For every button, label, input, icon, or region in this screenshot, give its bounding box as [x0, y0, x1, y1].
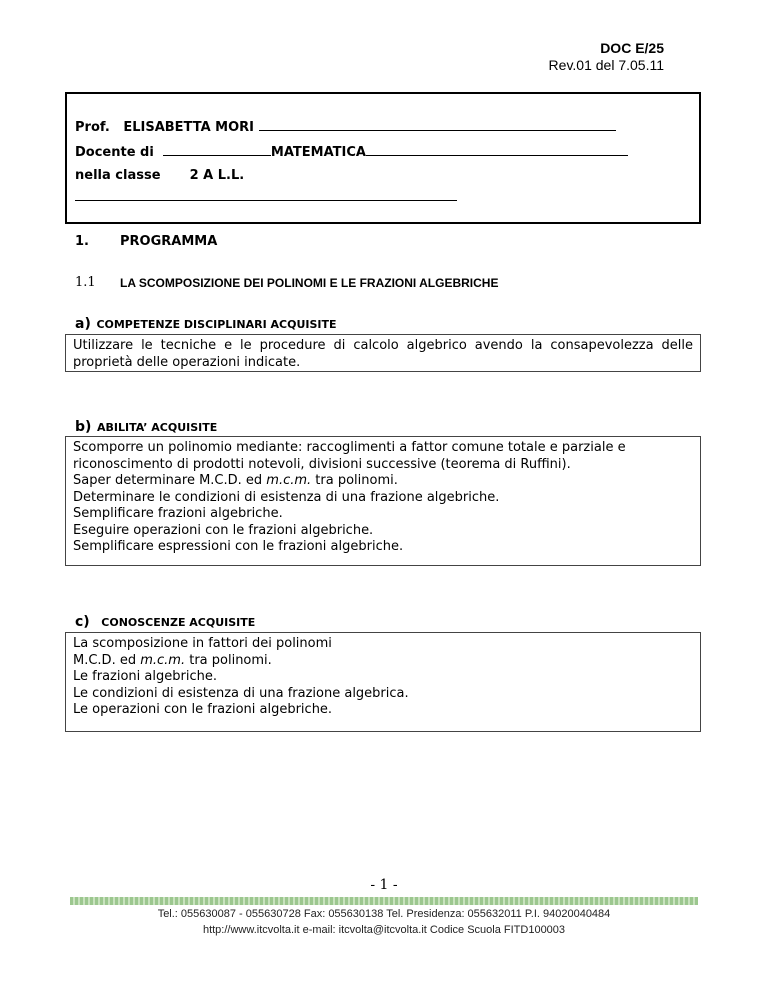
teacher-name-underline	[259, 118, 616, 131]
document-revision: Rev.01 del 7.05.11	[548, 57, 664, 73]
conoscenze-line: La scomposizione in fattori dei polinomi	[73, 636, 332, 651]
class-line	[75, 168, 244, 183]
teacher-info-box	[65, 92, 701, 224]
section-title: PROGRAMMA	[120, 234, 218, 249]
subject-underline-left	[163, 143, 271, 156]
page-number: - 1 -	[370, 877, 398, 893]
abilita-line: Semplificare espressioni con le frazioni algebriche.	[73, 539, 404, 554]
conoscenze-letter: c)	[75, 614, 90, 630]
subject-line	[75, 143, 628, 160]
docente-label: Docente di	[75, 145, 154, 160]
conoscenze-line: Le operazioni con le frazioni algebriche.	[73, 702, 333, 717]
abilita-line: riconoscimento di prodotti notevoli, divisioni successive (teorema di Ruffini).	[73, 456, 571, 472]
conoscenze-line: Le condizioni di esistenza di una frazione algebrica.	[73, 685, 409, 701]
competenze-box	[65, 334, 701, 372]
class-value: 2 A L.L.	[189, 168, 245, 183]
conoscenze-label: CONOSCENZE ACQUISITE	[101, 616, 256, 629]
document-code: DOC E/25	[600, 40, 664, 56]
abilita-label: ABILITA’ ACQUISITE	[97, 421, 218, 434]
subject-underline-right	[366, 143, 628, 156]
conoscenze-heading	[75, 611, 255, 630]
class-label: nella classe	[75, 168, 161, 183]
abilita-line: Scomporre un polinomio mediante: raccoglimenti a fattor comune totale e parziale e	[73, 440, 626, 455]
footer-web: http://www.itcvolta.it e-mail: itcvolta@itcvolta.it Codice Scuola FITD100003	[202, 924, 566, 936]
abilita-line: Eseguire operazioni con le frazioni algebriche.	[73, 522, 374, 538]
footer-divider-bar	[70, 897, 698, 905]
abilita-heading	[75, 416, 217, 435]
mcm-abbrev: m.c.m.	[140, 652, 186, 668]
conoscenze-line: Le frazioni algebriche.	[73, 669, 217, 684]
abilita-line: Semplificare frazioni algebriche.	[73, 506, 283, 521]
teacher-name: ELISABETTA MORI	[123, 120, 255, 135]
teacher-line	[75, 118, 616, 135]
document-reference	[549, 40, 664, 74]
prof-label: Prof.	[75, 120, 110, 135]
conoscenze-line: M.C.D. ed m.c.m. tra polinomi.	[73, 652, 272, 668]
competenze-letter: a)	[75, 316, 91, 332]
subsection-number: 1.1	[75, 275, 96, 290]
abilita-line: Saper determinare M.C.D. ed m.c.m. tra polinomi.	[73, 473, 398, 488]
subject-name: MATEMATICA	[270, 145, 366, 160]
abilita-letter: b)	[75, 419, 92, 435]
competenze-label: COMPETENZE DISCIPLINARI ACQUISITE	[96, 318, 337, 331]
competenze-heading	[75, 313, 337, 332]
class-underline	[75, 200, 457, 201]
abilita-box	[65, 436, 701, 566]
mcm-abbrev: m.c.m.	[266, 473, 312, 488]
section-number: 1.	[75, 234, 89, 249]
abilita-line: Determinare le condizioni di esistenza di una frazione algebriche.	[73, 489, 500, 505]
footer-contacts: Tel.: 055630087 - 055630728 Fax: 055630138 Tel. Presidenza: 055632011 P.I. 94020040484	[157, 908, 611, 920]
subsection-title: LA SCOMPOSIZIONE DEI POLINOMI E LE FRAZIONI ALGEBRICHE	[120, 276, 499, 290]
conoscenze-box	[65, 632, 701, 732]
competenze-text: Utilizzare le tecniche e le procedure di calcolo algebrico avendo la consapevolezza delle proprietà delle operazioni indicate.	[73, 338, 693, 370]
